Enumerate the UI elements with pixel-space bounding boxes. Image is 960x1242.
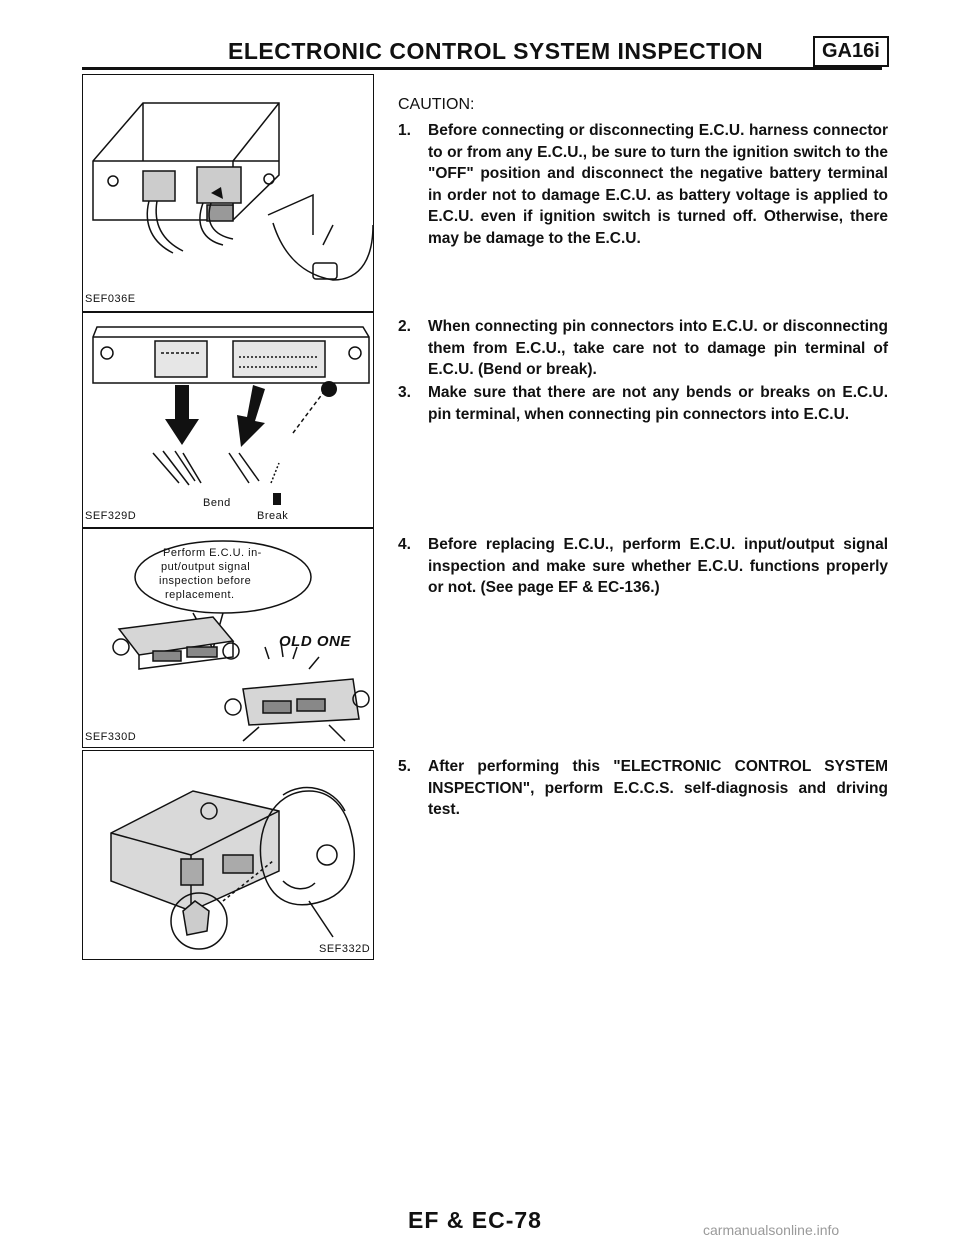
figure-code: SEF332D bbox=[319, 943, 371, 955]
label-break: Break bbox=[257, 510, 289, 522]
item-body: When connecting pin connectors into E.C.U. or disconnecting them from E.C.U., take care not to damage pin terminal of E.C.U. (Bend or break). bbox=[428, 318, 888, 378]
item-number: 2. bbox=[398, 318, 411, 335]
item-body: Before replacing E.C.U., perform E.C.U. input/output signal inspection and make sure whether E.C.U. functions properly or not. (See page EF & EC-136.) bbox=[428, 536, 888, 596]
list-item bbox=[398, 382, 888, 425]
ecu-person-illustration bbox=[83, 751, 373, 959]
figure-pin-bend-break bbox=[82, 312, 374, 528]
figure-ecu-with-person bbox=[82, 750, 374, 960]
item-number: 3. bbox=[398, 384, 411, 401]
header-rule bbox=[82, 67, 882, 70]
speech-bubble-line: replacement. bbox=[165, 589, 235, 601]
figure-code: SEF329D bbox=[85, 510, 137, 522]
figure-code: SEF036E bbox=[85, 293, 136, 305]
list-item bbox=[398, 534, 888, 599]
item-number: 1. bbox=[398, 122, 411, 139]
pin-bend-break-illustration bbox=[83, 313, 373, 527]
ecu-connector-illustration bbox=[83, 75, 373, 311]
item-body: Before connecting or disconnecting E.C.U. harness connector to or from any E.C.U., be sure to turn the ignition switch to the "OFF" position and disconnect the negative battery terminal in order not to damage E.C.U. as battery voltage is applied to E.C.U. even if ignition switch is turned off. Otherwise, there may be damage to the E.C.U. bbox=[428, 122, 888, 247]
figure-ecu-connector bbox=[82, 74, 374, 312]
watermark: carmanualsonline.info bbox=[703, 1222, 840, 1238]
speech-bubble-line: inspection before bbox=[159, 575, 252, 587]
list-item bbox=[398, 120, 888, 249]
speech-bubble-line: Perform E.C.U. in- bbox=[163, 547, 262, 559]
item-body: After performing this "ELECTRONIC CONTROL SYSTEM INSPECTION", perform E.C.C.S. self-diagnosis and driving test. bbox=[428, 758, 888, 818]
item-number: 4. bbox=[398, 536, 411, 553]
list-item bbox=[398, 756, 888, 821]
engine-code-badge: GA16i bbox=[813, 36, 889, 67]
page-title: ELECTRONIC CONTROL SYSTEM INSPECTION bbox=[228, 38, 764, 64]
item-body: Make sure that there are not any bends or breaks on E.C.U. pin terminal, when connecting pin connectors into E.C.U. bbox=[428, 384, 888, 423]
page-number: EF & EC-78 bbox=[408, 1207, 542, 1233]
old-one-stamp: OLD ONE bbox=[279, 633, 351, 650]
figure-code: SEF330D bbox=[85, 731, 137, 743]
list-item bbox=[398, 316, 888, 381]
item-number: 5. bbox=[398, 758, 411, 775]
label-bend: Bend bbox=[203, 497, 231, 509]
speech-bubble-line: put/output signal bbox=[161, 561, 251, 573]
caution-heading: CAUTION: bbox=[398, 96, 475, 113]
figure-perform-inspection bbox=[82, 528, 374, 748]
